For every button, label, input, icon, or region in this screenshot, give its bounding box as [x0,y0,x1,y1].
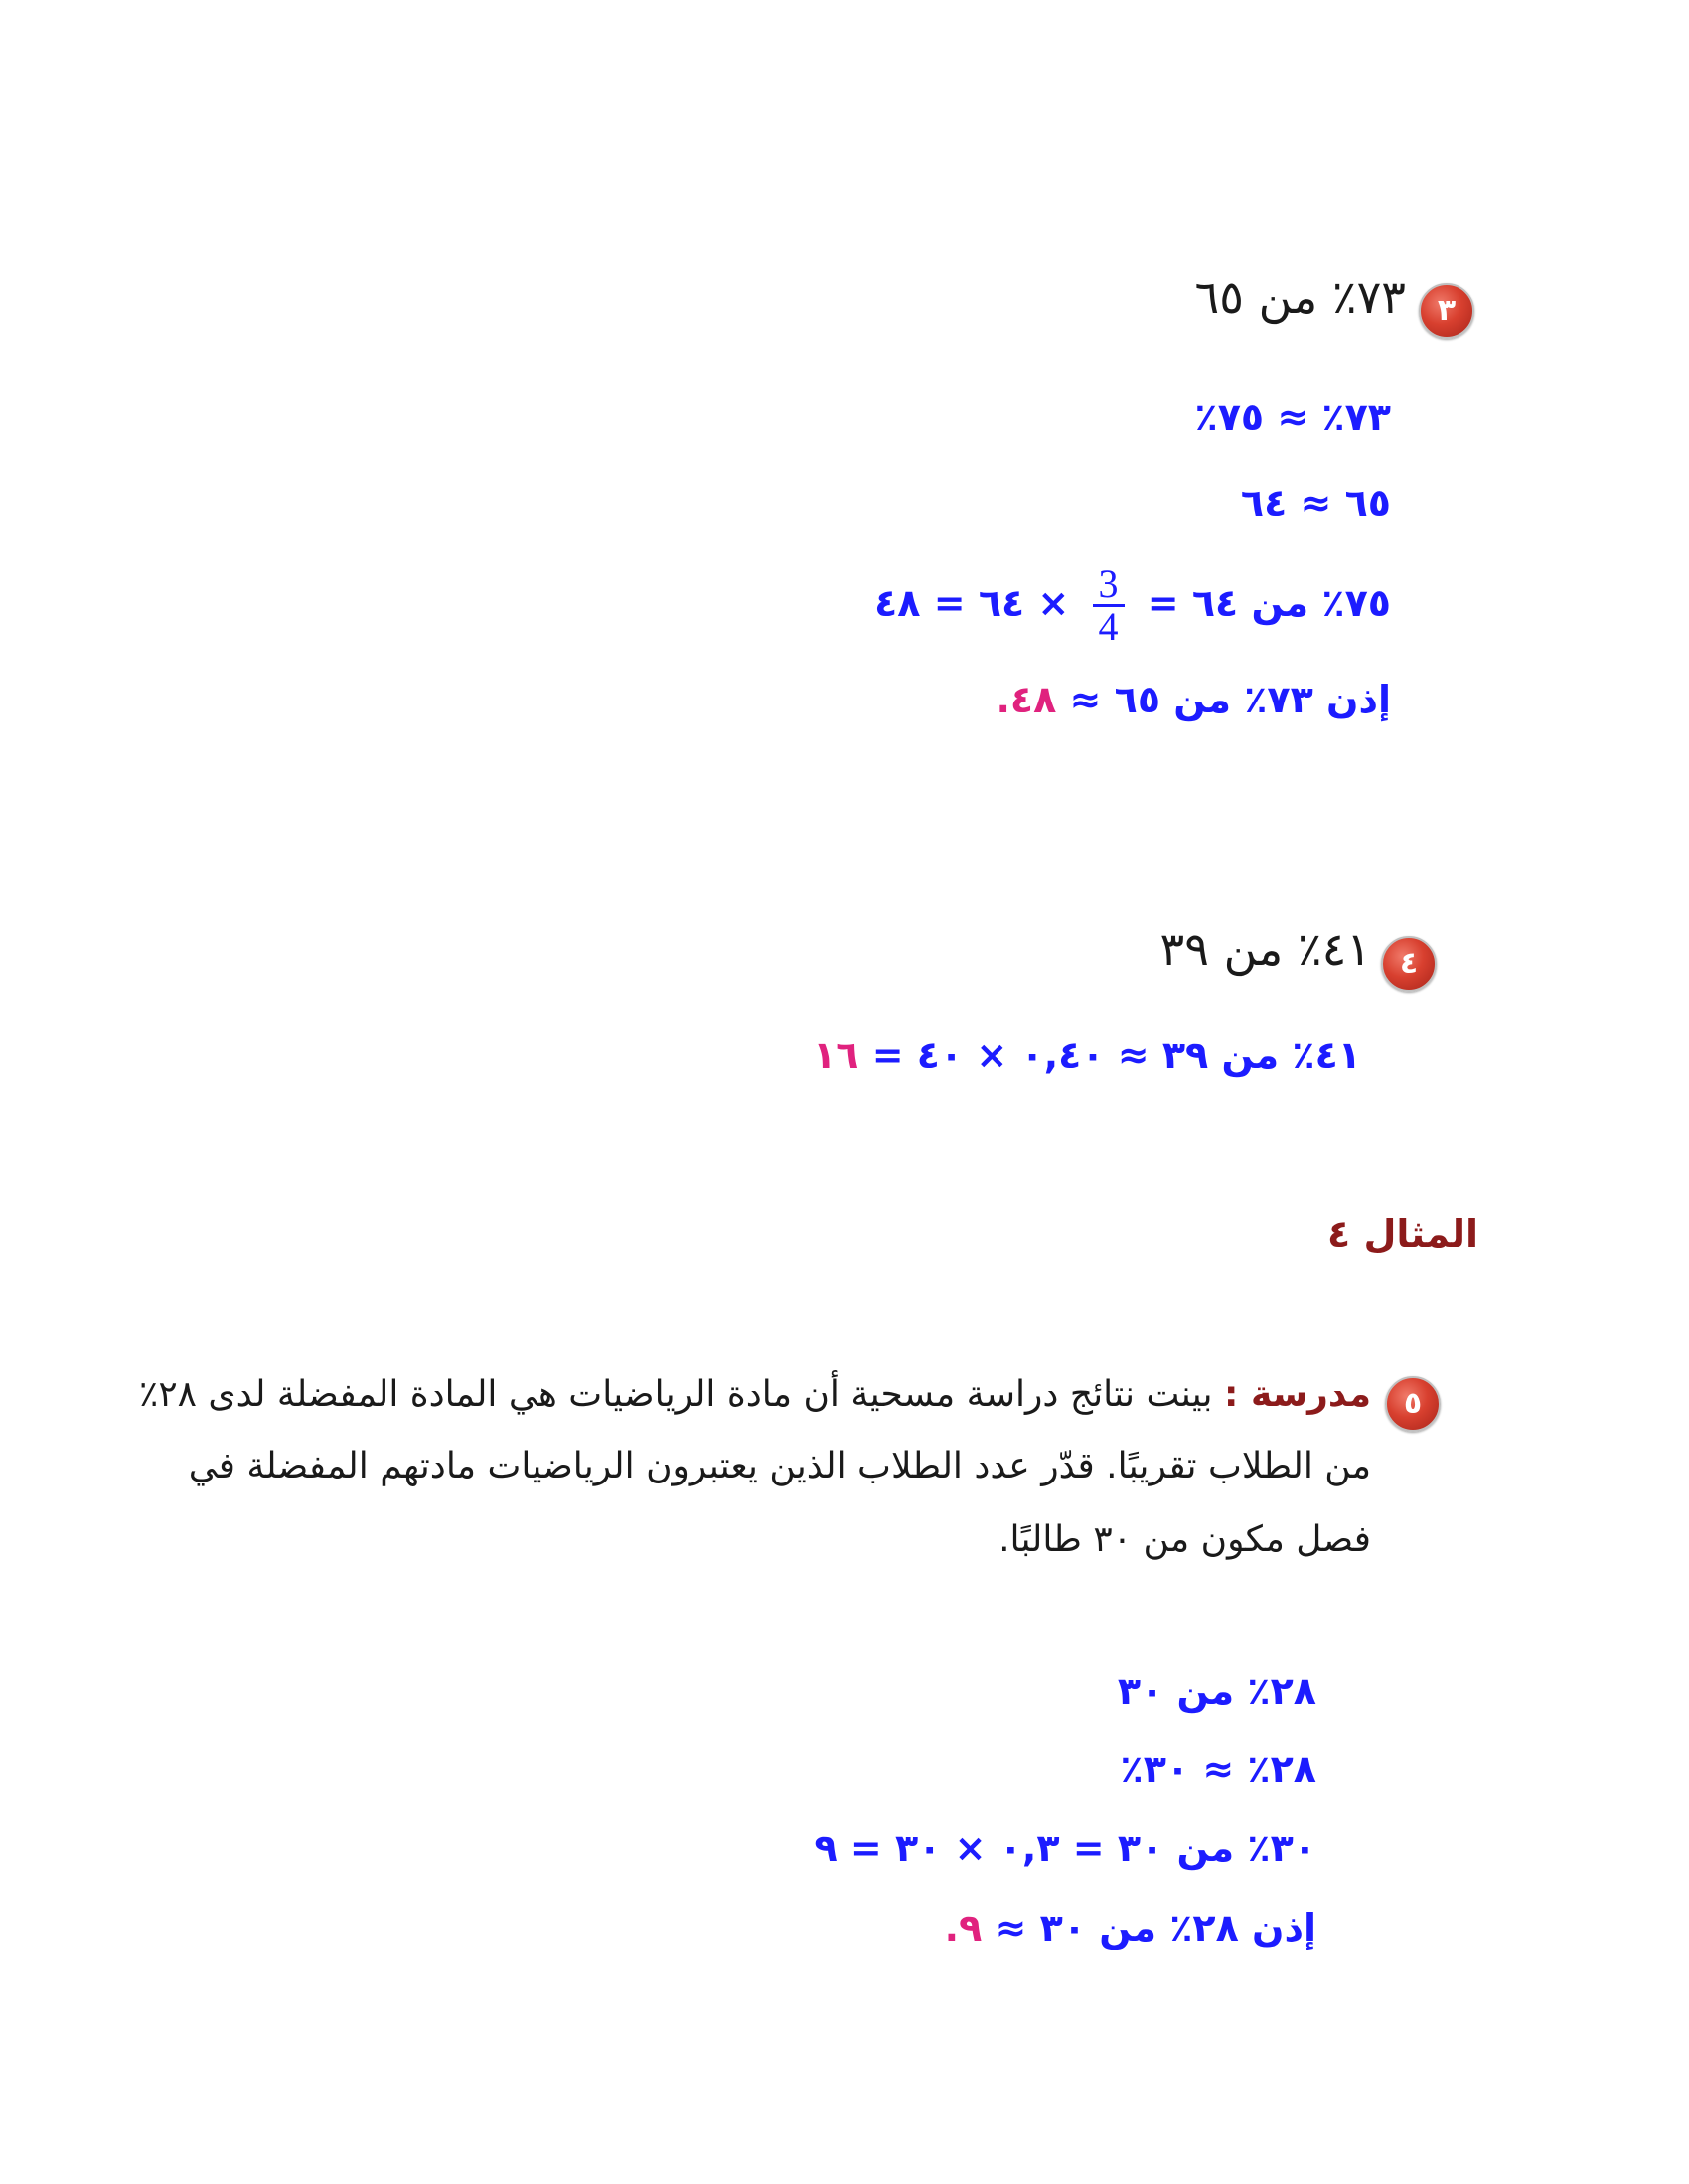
question-number-badge-5: ٥ [1385,1376,1441,1432]
q5-answer: ٩. [944,1906,983,1950]
q3-step-3 [874,561,1391,649]
question-5-line-1-text: بينت نتائج دراسة مسحية أن مادة الرياضيات هي المادة المفضلة لدى ٢٨٪ [138,1374,1213,1415]
q3-step-1: ٧٣٪ ≈ ٧٥٪ [1194,395,1391,439]
question-number-badge-3: ٣ [1419,283,1474,339]
q3-conclusion-text: إذن ٧٣٪ من ٦٥ ≈ [1069,678,1391,721]
q3-conclusion [996,678,1391,721]
q4-step-1 [813,1033,1361,1077]
q3-step-3-left: ٧٥٪ من ٦٤ = [1147,581,1391,625]
q4-step-1-text: ٤١٪ من ٣٩ ≈ ٠,٤٠ × ٤٠ = [871,1033,1361,1077]
q3-step-2: ٦٥ ≈ ٦٤ [1240,481,1391,525]
fraction-denominator: 4 [1098,604,1119,649]
q5-conclusion [945,1906,1316,1950]
fraction-three-quarters [1093,561,1125,649]
question-5-lead: مدرسة : [1224,1374,1371,1415]
question-number-badge-4: ٤ [1381,936,1437,992]
question-5-line-1 [139,1359,1371,1431]
q3-step-3-right: × ٦٤ = ٤٨ [874,581,1070,625]
fraction-numerator: 3 [1093,564,1125,607]
q5-step-3: ٣٠٪ من ٣٠ = ٠,٣ × ٣٠ = ٩ [814,1826,1316,1870]
question-3-text: ٧٣٪ من ٦٥ [1194,270,1406,324]
q5-conclusion-text: إذن ٢٨٪ من ٣٠ ≈ [995,1906,1316,1950]
question-5-line-3: فصل مكون من ٣٠ طالبًا. [998,1519,1371,1560]
q5-step-2: ٢٨٪ ≈ ٣٠٪ [1120,1747,1316,1791]
example-heading: المثال ٤ [1327,1212,1478,1256]
q5-step-1: ٢٨٪ من ٣٠ [1117,1669,1316,1713]
q4-answer: ١٦ [813,1033,859,1077]
q3-answer: ٤٨. [996,678,1057,721]
question-5-line-2: من الطلاب تقريبًا. قدّر عدد الطلاب الذين يعتبرون الرياضيات مادتهم المفضلة في [188,1446,1371,1486]
question-4-text: ٤١٪ من ٣٩ [1159,922,1371,976]
